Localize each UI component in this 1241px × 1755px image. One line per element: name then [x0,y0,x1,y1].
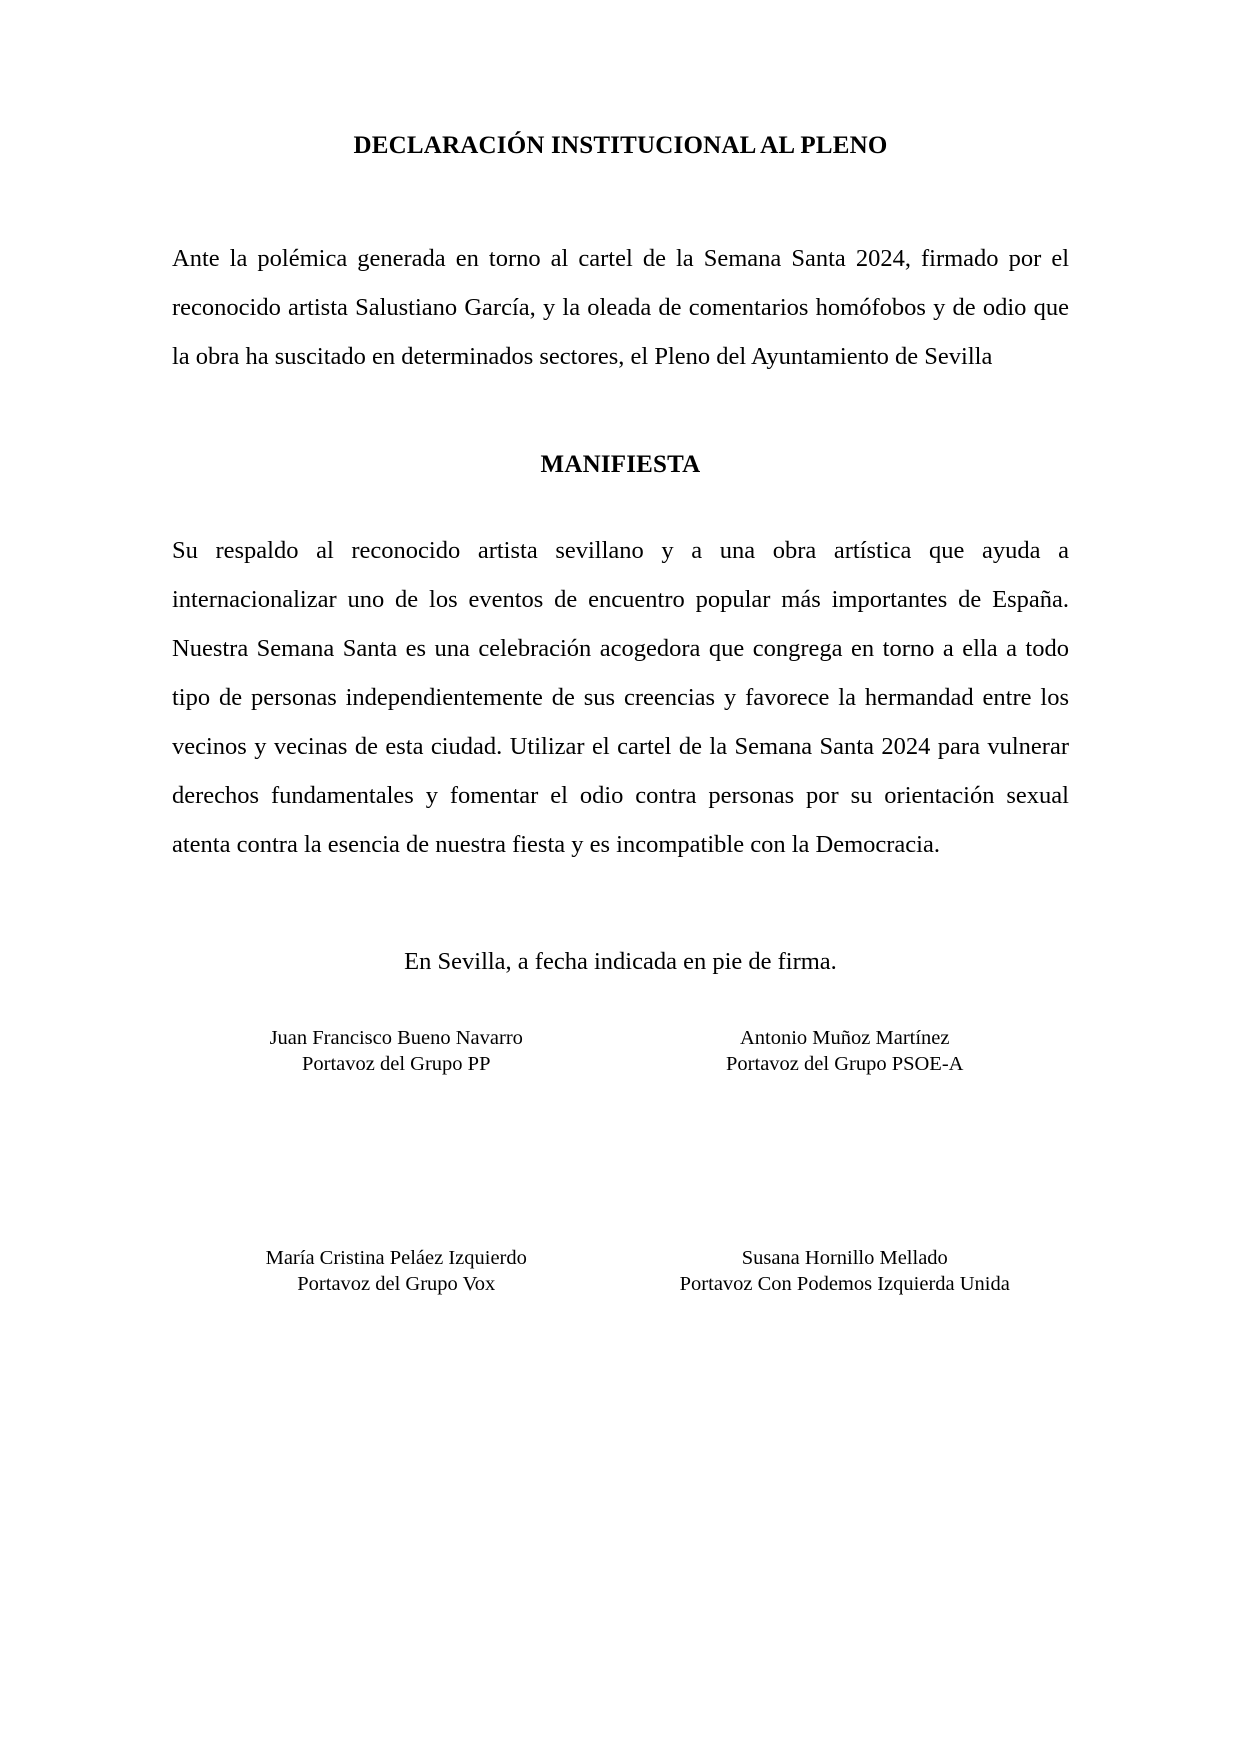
signature-grid [172,1025,1069,1297]
signature-cell [172,1245,621,1297]
closing-line: En Sevilla, a fecha indicada en pie de firma. [404,948,837,975]
spacer-cell [172,1078,621,1245]
intro-paragraph: Ante la polémica generada en torno al cartel de la Semana Santa 2024, firmado por el reconocido artista Salustiano García, y la oleada de comentarios homófobos y de odio que la obra ha suscitado en determinados sectores, el Pleno del Ayuntamiento de Sevilla [172,245,1069,370]
signature-cell [621,1245,1070,1297]
signature-row [172,1025,1069,1077]
page-title: DECLARACIÓN INSTITUCIONAL AL PLENO [353,132,888,159]
spacer-cell [621,1078,1070,1245]
signatory-role: Portavoz del Grupo Vox [297,1272,496,1295]
signature-block [172,1245,621,1297]
signature-block [172,1025,621,1077]
signatory-role: Portavoz Con Podemos Izquierda Unida [679,1272,1010,1295]
signatory-name: Antonio Muñoz Martínez [739,1027,950,1050]
section-heading-manifiesta: MANIFIESTA [540,451,701,478]
body-paragraph: Su respaldo al reconocido artista sevillano y a una obra artística que ayuda a internacionalizar uno de los eventos de encuentro popular más importantes de España. Nuestra Semana Santa es una celebración acogedora que congrega en torno a ella a todo tipo de personas independientemente de sus creencias y favorece la hermandad entre los vecinos y vecinas de esta ciudad. Utilizar el cartel de la Semana Santa 2024 para vulnerar derechos fundamentales y fomentar el odio contra personas por su orientación sexual atenta contra la esencia de nuestra fiesta y es incompatible con la Democracia. [172,537,1069,858]
signature-block [621,1025,1070,1077]
signature-row [172,1245,1069,1297]
signature-block [621,1245,1070,1297]
signatory-name: Juan Francisco Bueno Navarro [269,1027,523,1050]
signatory-role: Portavoz del Grupo PP [302,1053,491,1076]
signature-cell [172,1025,621,1077]
signature-cell [621,1025,1070,1077]
signatory-role: Portavoz del Grupo PSOE-A [726,1053,964,1076]
signature-row-spacer [172,1078,1069,1245]
signatory-name: María Cristina Peláez Izquierdo [265,1246,527,1269]
signatory-name: Susana Hornillo Mellado [741,1246,948,1269]
